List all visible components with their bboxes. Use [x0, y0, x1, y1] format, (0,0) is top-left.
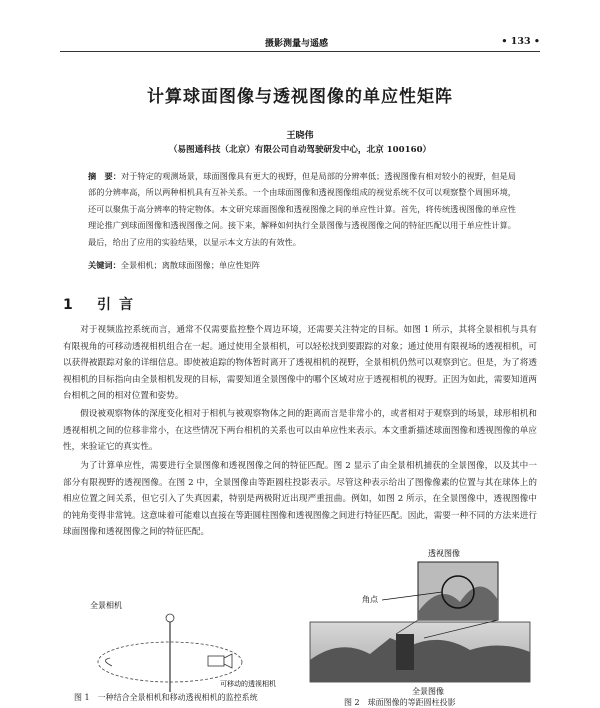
ptz-camera-icon — [208, 656, 224, 666]
figure-2-label-corner: 角点 — [362, 595, 378, 604]
ptz-camera-lens-icon — [224, 654, 232, 668]
keywords — [88, 258, 516, 272]
paragraph-text: 为了计算单应性，需要进行全景图像和透视图像之间的特征匹配。图 2 显示了由全景相机捕获的全景图像，以及其中一部分有限视野的透视图像。在图 2 中，全景图像由等距圆柱投影表示。尽管这种表示给出了图像像素的位置与其在球体上的相应位置之间关系，但它引入了失真因素，特别是两极附近出现严重扭曲。例如，如图 2 所示，在全景图像中，透视图像中的钝角变得非常钝。这意味着可能难以直接在等距圆柱图像和透视图像之间进行特征匹配。因此，需要一种不同的方法来进行球面图像和透视图像之间的特征匹配。 — [63, 461, 537, 538]
figure-1-label-panoramic: 全景相机 — [90, 601, 122, 610]
figure-2-image — [300, 542, 540, 707]
page-number: • 133 • — [501, 36, 540, 47]
figure-2-caption: 图 2 球面图像的等距圆柱投影 — [344, 698, 456, 707]
rotation-arrow-icon — [105, 658, 112, 666]
abstract-text: 对于特定的观测场景，球面图像具有更大的视野，但是局部的分辨率低；透视图像有相对较小的视野，但是局部的分辨率高，所以两种相机具有互补关系。一个由球面图像和透视图像组成的视觉系统不仅可以观察整个周围环境，还可以聚焦于高分辨率的特定物体。本文研究球面图像和透视图像之间的单应性计算。首先，将传统透视图像的单应性理论推广到球面图像和透视图像之间。接下来，解释如何执行全景图像与透视图像之间的特征匹配以用于单应性计算。最后，给出了应用的实验结果，以显示本文方法的有效性。 — [88, 171, 516, 247]
abstract-label: 摘 要： — [88, 171, 121, 181]
figure-2 — [300, 542, 540, 707]
figure-1-diagram — [80, 600, 310, 700]
panoramic-camera-icon — [166, 614, 174, 622]
header-rule — [60, 51, 540, 52]
body-paragraph-1 — [63, 322, 537, 405]
author-name: 王晓伟 — [286, 131, 314, 141]
figure-1 — [74, 600, 310, 702]
journal-name: 摄影测量与遥感 — [265, 39, 329, 49]
body-paragraph-2 — [63, 406, 537, 456]
figure-2-label-panoramic: 全景图像 — [412, 687, 444, 696]
figure-1-label-ptz: 可移动的透视相机 — [220, 680, 276, 688]
keywords-label: 关键词： — [88, 260, 121, 270]
section-heading — [63, 294, 141, 314]
keywords-text: 全景相机；离散球面图像；单应性矩阵 — [120, 260, 260, 270]
paragraph-text: 对于视频监控系统而言，通常不仅需要监控整个周边环境，还需要关注特定的目标。如图 1 所示，其将全景相机与具有有限视角的可移动透视相机组合在一起。通过使用全景相机，可以轻松找到要跟踪的对象；通过使用有限视场的透视相机，可以获得被跟踪对象的详细信息。即使被追踪的物体暂时离开了透视相机的视野，全景相机仍然可以观察到它。但是，为了将透视相机的目标指向由全景相机发现的目标，需要知道全景图像中的哪个区域对应于透视相机的视野。正因为如此，需要知道两台相机之间的相对位置和姿势。 — [63, 325, 537, 402]
figure-1-caption: 图 1 一种结合全景相机和移动透视相机的监控系统 — [74, 693, 258, 702]
paragraph-text: 假设被观察物体的深度变化相对于相机与被观察物体之间的距离而言是非常小的，或者相对于观察到的场景，球形相机和透视相机之间的位移非常小，在这些情况下两台相机的关系也可以由单应性来表示。本文重新描述球面图像和透视图像的单应性，来验证它的真实性。 — [63, 409, 537, 453]
running-header — [60, 36, 540, 50]
section-label: 引言 — [97, 297, 141, 313]
body-paragraph-3 — [63, 458, 537, 541]
section-number: 1 — [63, 297, 73, 313]
figure-2-label-perspective: 透视图像 — [428, 549, 460, 558]
abstract — [88, 168, 516, 250]
author-affiliation: （易图通科技（北京）有限公司自动驾驶研发中心，北京 100160） — [168, 145, 432, 155]
panorama-building — [396, 634, 414, 670]
paper-title: 计算球面图像与透视图像的单应性矩阵 — [147, 87, 453, 107]
